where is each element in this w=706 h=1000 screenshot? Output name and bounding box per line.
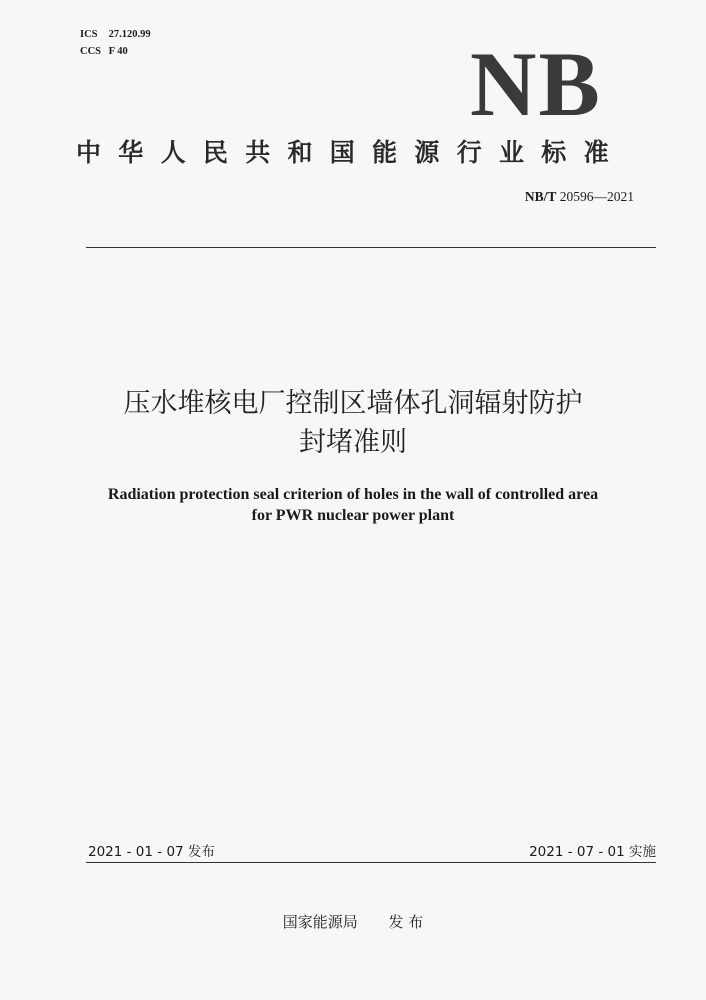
ics-label: ICS [80,29,98,40]
ccs-value: F 40 [108,46,128,57]
ics-value: 27.120.99 [108,29,151,40]
issue-date: 2021 - 01 - 07 发布 [88,844,215,860]
standard-number-value: 20596—2021 [559,189,634,204]
classification-codes [80,26,151,60]
standard-organization-title: 中华人民共和国能源行业标准 [76,138,626,167]
nb-logo: NB [470,33,602,135]
chinese-title-line1: 压水堆核电厂控制区墙体孔洞辐射防护 [123,388,583,419]
issuer-action: 发 布 [388,913,424,931]
chinese-title-line2: 封堵准则 [299,427,407,458]
issuer-name: 国家能源局 [282,913,358,931]
implementation-date: 2021 - 07 - 01 实施 [529,844,656,860]
ics-code [80,26,151,43]
issuer [0,911,706,932]
ccs-label: CCS [80,46,102,57]
bottom-divider [86,862,656,863]
standard-number [525,189,634,205]
top-divider [86,247,656,248]
english-title-line1: Radiation protection seal criterion of holes in the wall of controlled area [107,486,599,503]
english-title-line2: for PWR nuclear power plant [251,507,455,524]
ccs-code [80,43,151,60]
standard-number-prefix: NB/T [524,189,557,204]
